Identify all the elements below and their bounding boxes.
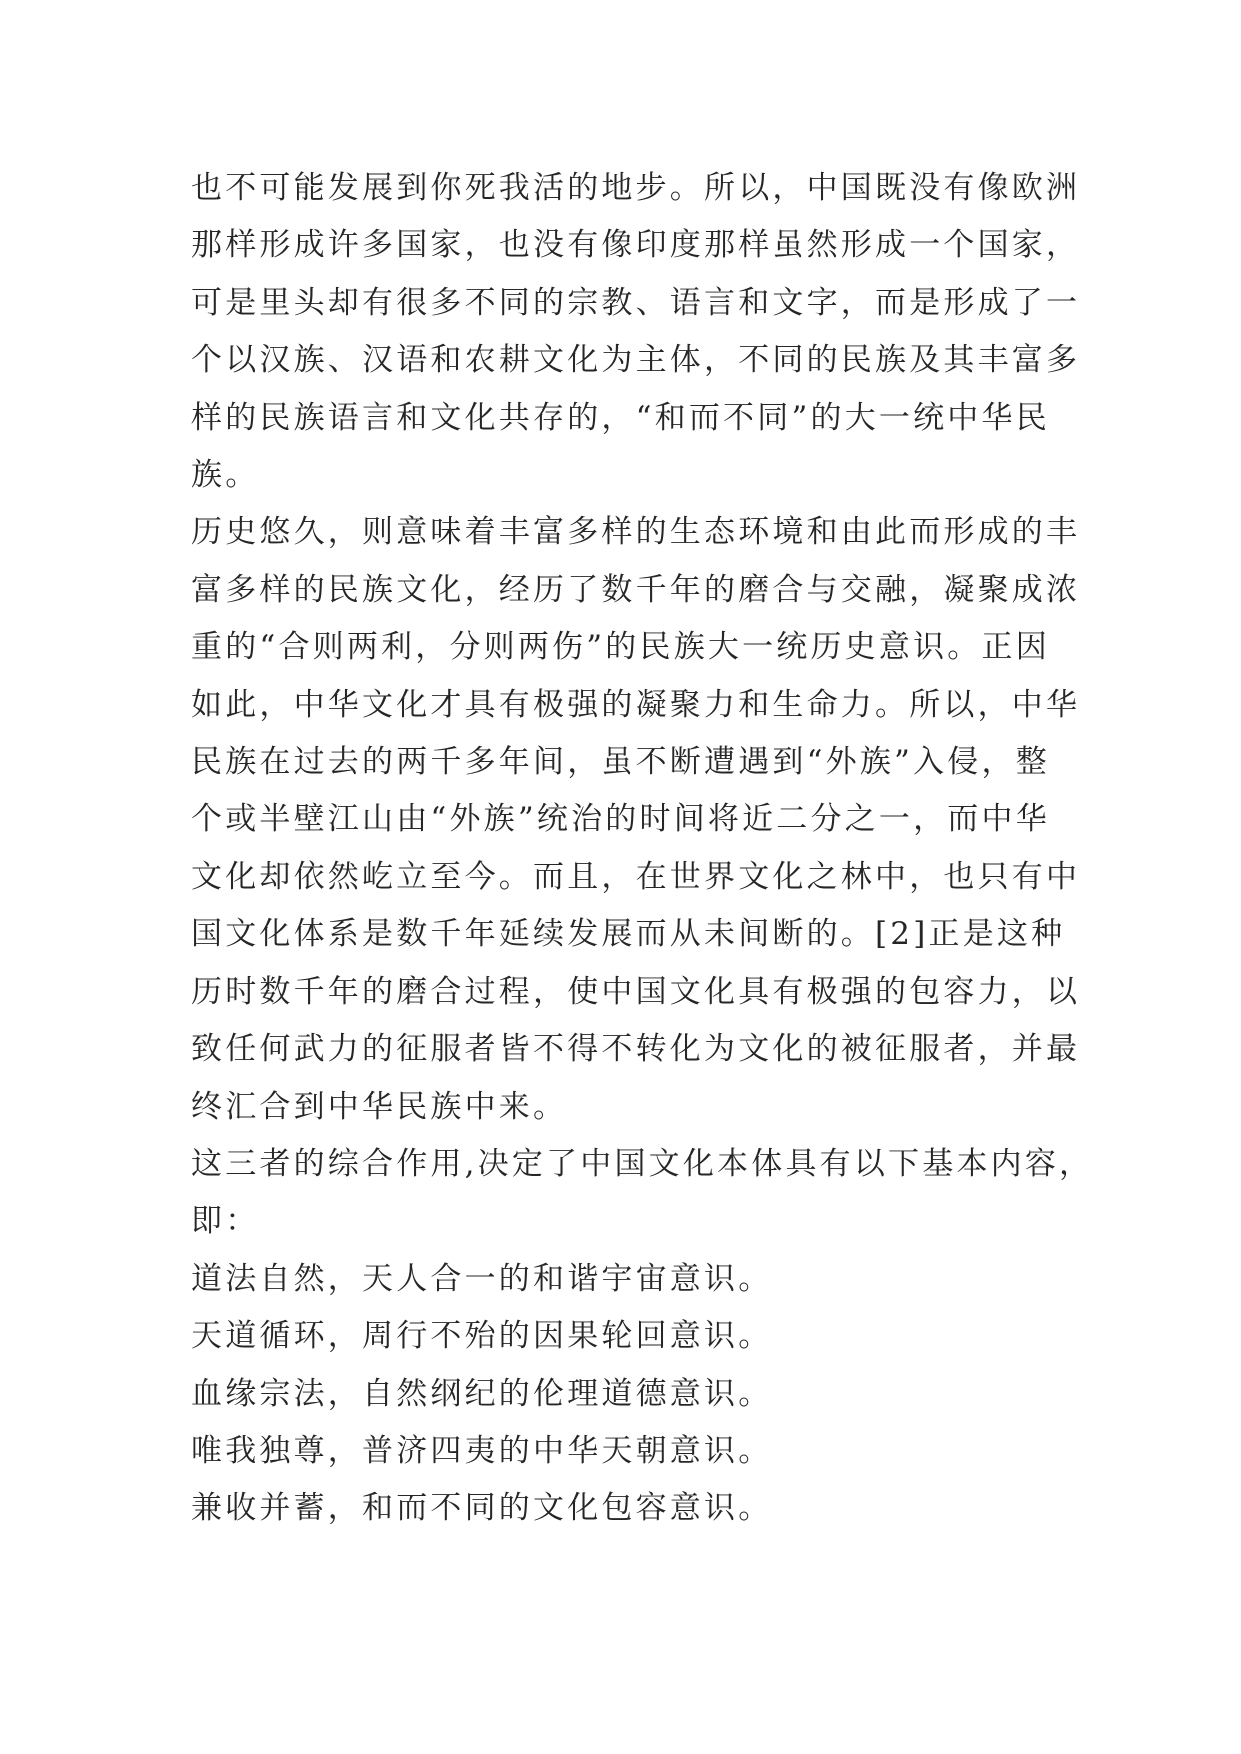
text-line: 民族在过去的两千多年间，虽不断遭遇到“外族”入侵，整 <box>191 744 1050 781</box>
text-line: 天道循环，周行不殆的因果轮回意识。 <box>191 1318 773 1355</box>
text-line: 文化却依然屹立至今。而且，在世界文化之林中，也只有中 <box>191 858 1081 895</box>
list-item-2 <box>191 1308 1061 1365</box>
text-line: 也不可能发展到你死我活的地步。所以，中国既没有像欧洲 <box>191 170 1081 206</box>
paragraph-2 <box>191 504 1081 1135</box>
document-body <box>191 160 1094 1538</box>
paragraph-3 <box>191 1136 1094 1251</box>
text-line: 这三者的综合作用,决定了中国文化本体具有以下基本内容， <box>191 1145 1094 1182</box>
list-item-5 <box>191 1480 1061 1537</box>
paragraph-1 <box>191 160 1081 504</box>
list-item-1 <box>191 1251 1061 1308</box>
text-line: 历时数千年的磨合过程，使中国文化具有极强的包容力，以 <box>191 973 1081 1010</box>
text-line: 如此，中华文化才具有极强的凝聚力和生命力。所以，中华 <box>191 686 1081 723</box>
text-line: 道法自然，天人合一的和谐宇宙意识。 <box>191 1260 773 1297</box>
text-line: 即： <box>191 1203 260 1240</box>
list-item-3 <box>191 1366 1061 1423</box>
text-line: 血缘宗法，自然纲纪的伦理道德意识。 <box>191 1375 773 1412</box>
list-item-4 <box>191 1423 1061 1480</box>
text-line: 那样形成许多国家，也没有像印度那样虽然形成一个国家， <box>191 227 1081 264</box>
text-line: 个或半壁江山由“外族”统治的时间将近二分之一，而中华 <box>191 801 1050 838</box>
text-line: 重的“合则两利，分则两伤”的民族大一统历史意识。正因 <box>191 629 1050 666</box>
text-line: 族。 <box>191 457 260 494</box>
text-line: 可是里头却有很多不同的宗教、语言和文字，而是形成了一 <box>191 284 1081 321</box>
text-line: 唯我独尊，普济四夷的中华天朝意识。 <box>191 1432 773 1469</box>
text-line: 历史悠久，则意味着丰富多样的生态环境和由此而形成的丰 <box>191 514 1081 551</box>
text-line: 个以汉族、汉语和农耕文化为主体，不同的民族及其丰富多 <box>191 342 1081 379</box>
text-line: 国文化体系是数千年延续发展而从未间断的。[2]正是这种 <box>191 916 1066 953</box>
text-line: 终汇合到中华民族中来。 <box>191 1088 568 1125</box>
text-line: 富多样的民族文化，经历了数千年的磨合与交融，凝聚成浓 <box>191 571 1081 608</box>
text-line: 致任何武力的征服者皆不得不转化为文化的被征服者，并最 <box>191 1031 1081 1068</box>
text-line: 兼收并蓄，和而不同的文化包容意识。 <box>191 1490 773 1527</box>
text-line: 样的民族语言和文化共存的，“和而不同”的大一统中华民 <box>191 399 1050 436</box>
